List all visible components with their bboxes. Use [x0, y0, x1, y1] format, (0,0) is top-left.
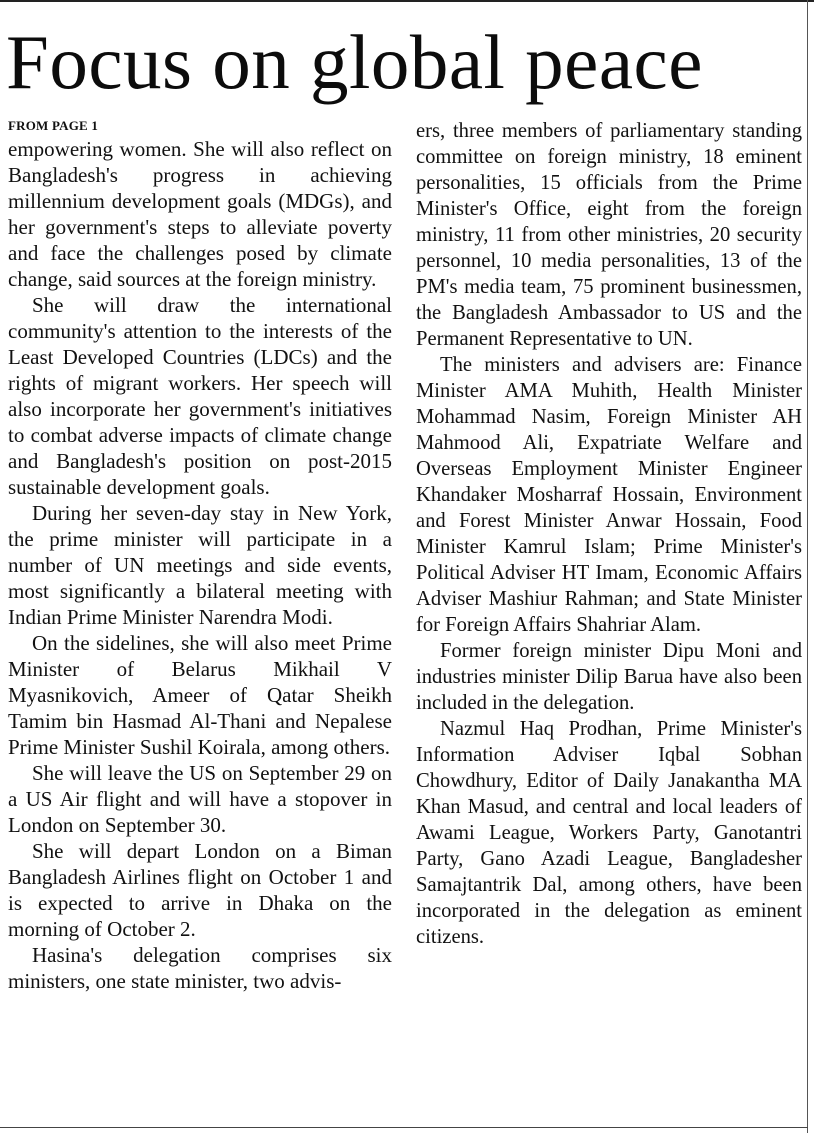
- column-edge-rule: [807, 0, 808, 1133]
- paragraph: During her seven-day stay in New York, the prime minister will participate in a number of UN meetings and side events, most significantly a bilateral meeting with Indian Prime Minister Narendra Modi.: [8, 501, 392, 629]
- paragraph: She will leave the US on September 29 on a US Air flight and will have a stopover in London on September 30.: [8, 761, 392, 837]
- paragraph: She will depart London on a Biman Bangladesh Airlines flight on October 1 and is expected to arrive in Dhaka on the morning of October 2.: [8, 839, 392, 941]
- paragraph: She will draw the international community's attention to the interests of the Least Developed Countries (LDCs) and the rights of migrant workers. Her speech will also incorporate her government's initiatives to combat adverse impacts of climate change and Bangladesh's position on post-2015 sustainable development goals.: [8, 293, 392, 499]
- bottom-rule: [0, 1127, 808, 1128]
- paragraph: empowering women. She will also reflect on Bangladesh's progress in achieving millennium development goals (MDGs), and her government's steps to alleviate poverty and face the challenges posed by climate change, said sources at the foreign ministry.: [8, 137, 392, 291]
- continuation-kicker: FROM PAGE 1: [8, 118, 99, 133]
- paragraph: Nazmul Haq Prodhan, Prime Minister's Information Adviser Iqbal Sobhan Chowdhury, Editor of Daily Janakantha MA Khan Masud, and central and local leaders of Awami League, Workers Party, Ganotantri Party, Gano Azadi League, Bangladesher Samajtantrik Dal, among others, have been incorporated in the delegation as eminent citizens.: [416, 718, 802, 948]
- paragraph: Former foreign minister Dipu Moni and industries minister Dilip Barua have also been included in the delegation.: [416, 640, 802, 714]
- article-column-right: [416, 118, 802, 950]
- paragraph: ers, three members of parliamentary standing committee on foreign ministry, 18 eminent personalities, 15 officials from the Prime Minister's Office, eight from the foreign ministry, 11 from other ministries, 20 security personnel, 10 media personalities, 13 of the PM's media team, 75 prominent businessmen, the Bangladesh Ambassador to US and the Permanent Representative to UN.: [416, 120, 802, 350]
- paragraph: The ministers and advisers are: Finance Minister AMA Muhith, Health Minister Mohammad Nasim, Foreign Minister AH Mahmood Ali, Expatriate Welfare and Overseas Employment Minister Engineer Khandaker Mosharraf Hossain, Environment and Forest Minister Anwar Hossain, Food Minister Kamrul Islam; Prime Minister's Political Adviser HT Imam, Economic Affairs Adviser Mashiur Rahman; and State Minister for Foreign Affairs Shahriar Alam.: [416, 354, 802, 636]
- paragraph: Hasina's delegation comprises six ministers, one state minister, two advis-: [8, 943, 392, 993]
- paragraph: On the sidelines, she will also meet Prime Minister of Belarus Mikhail V Myasnikovich, Ameer of Qatar Sheikh Tamim bin Hasmad Al-Thani and Nepalese Prime Minister Sushil Koirala, among others.: [8, 631, 392, 759]
- article-column-left: [8, 118, 392, 994]
- headline: Focus on global peace: [6, 19, 703, 105]
- top-rule: [0, 0, 814, 2]
